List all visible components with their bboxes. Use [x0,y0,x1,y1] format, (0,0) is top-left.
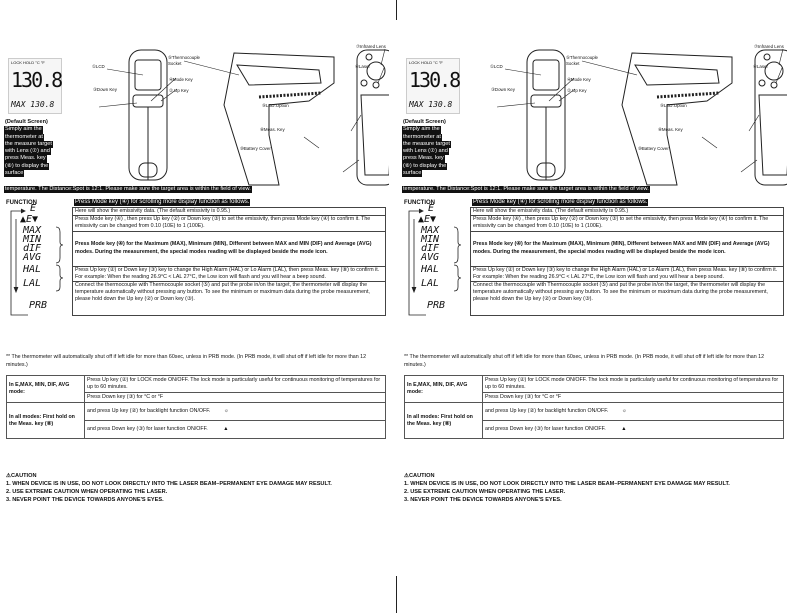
backlight-icon: ☼ [223,408,229,414]
table-row [405,376,784,393]
callout-meas-key: ⑧Meas. Key [658,127,683,132]
symbol-e: E [30,203,37,214]
description-line: with Lens (⑦) and [403,148,448,155]
caution-title: ⚠CAUTION [404,473,435,479]
all-modes-label: In all modes: First hold on the Meas. key (⑧) [7,403,85,439]
function-row-text: Press Mode key (④) for the Maximum (MAX), Minimum (MIN), Different between MAX and MIN (DIF) and Average (AVG) modes. During the measurement, the special modes reading will be displayed beside the mode icon. [73,231,386,266]
laser-warning-icon: ▲ [621,426,627,432]
function-row-text: Here will show the emissivity data. (The default emissivity is 0.95.) [471,208,784,216]
symbol-prb: PRB [29,300,48,311]
caution-item: 3. NEVER POINT THE DEVICE TOWARDS ANYONE'S EYES. [404,497,562,503]
table-row [73,266,386,281]
function-table [72,207,386,316]
symbol-hal: HAL [421,264,440,275]
caution-item: 2. USE EXTREME CAUTION WHEN OPERATING THE LASER. [6,489,168,495]
callout-mode-key: ④Mode Key [567,77,591,82]
callout-mode-key: ④Mode Key [169,77,193,82]
symbol-avg: AVG [421,252,440,263]
lcd-reading: 130.8 [409,68,460,92]
caution-section [6,472,388,504]
function-row-text: Press Up key (②) or Down key (③) key to change the High Alarm (HAL) or Lo Alarm (LAL), then press Meas. key (⑧) to confirm it. For example: When the reading 26.9°C < LAL 27°C, the Low icon will flash and you will hear a beep sound. [73,266,386,281]
all-modes-label: In all modes: First hold on the Meas. key (⑧) [405,403,483,439]
symbol-dif: dIF [421,243,440,254]
description-line: surface [5,170,24,177]
function-label: FUNCTION [404,200,435,206]
caution-title: ⚠CAUTION [6,473,37,479]
callout-laser: ⑥Laser [355,64,370,69]
unit-toggle-text: Press Down key (③) for °C or °F [85,393,386,403]
caution-item: 2. USE EXTREME CAUTION WHEN OPERATING THE LASER. [404,489,566,495]
function-header: Press Mode key (④) for scrolling more display function as follows. [473,199,648,205]
symbol-e-adjust: ▲E▼ [418,214,437,225]
callout-lcd: ①LCD [490,64,503,69]
symbol-prb: PRB [427,300,446,311]
description-last-line: temperature. The Distance:Spot is 12:1. Please make sure the target area is within the field of view. [403,186,649,192]
function-row-text: Here will show the emissivity data. (The default emissivity is 0.95.) [73,208,386,216]
description-line: thermometer at [5,133,43,140]
description-line: Simply aim the [5,126,42,133]
symbol-min: MIN [421,234,440,245]
default-screen-title: (Default Screen) [403,119,446,125]
caution-item: 1. WHEN DEVICE IS IN USE, DO NOT LOOK DIRECTLY INTO THE LASER BEAM–PERMANENT EYE DAMAGE MAY RESULT. [6,481,332,487]
thermometer-illustration [457,45,787,190]
function-row-text: Press Mode key (④) , then press Up key (②) or Down key (③) to set the emissivity, then press Mode key (④) to confirm it. The emissivity can be changed from 0.10 (10E) to 1 (100E). [73,216,386,231]
default-screen-title: (Default Screen) [5,119,48,125]
lock-mode-text: Press Up key (②) for LOCK mode ON/OFF. The lock mode is particularly useful for continuous monitoring of temperatures for up to 60 minutes. [483,376,784,393]
symbol-e-adjust: ▲E▼ [20,214,39,225]
symbol-avg: AVG [23,252,42,263]
description-line: press Meas. key [403,155,444,162]
symbol-hal: HAL [23,264,42,275]
description-line: the measure target [403,140,450,147]
callout-led: ⑨LED:Option [660,103,687,108]
table-row [73,231,386,266]
callout-infrared-lens: ⑦Infrared Lens [356,44,386,49]
table-row [73,282,386,316]
table-row [471,208,784,216]
description-line: thermometer at [403,133,441,140]
callout-meas-key: ⑧Meas. Key [260,127,285,132]
function-row-text: Connect the thermocouple with Thermocouple socket (⑤) and put the probe in/on the target, the thermometer will display the temperature automatically without pressing any button. To see the minimum or maximum data during the probe measurement, please hold down the Up key (②) or Down key (③). [471,282,784,316]
lcd-reading: 130.8 [11,68,62,92]
description-line: press Meas. key [5,155,46,162]
function-label: FUNCTION [6,200,37,206]
function-header: Press Mode key (④) for scrolling more display function as follows. [75,199,250,205]
table-row [471,282,784,316]
description-line: the measure target [5,140,52,147]
symbol-lal: LAL [421,278,440,289]
backlight-icon: ☼ [621,408,627,414]
description-line: (⑧) to display the [5,162,49,169]
backlight-text: and press Up key (②) for backlight function ON/OFF. [87,408,211,414]
callout-laser: ⑥Laser [753,64,768,69]
table-row [471,216,784,231]
description-line: with Lens (⑦) and [5,148,50,155]
callout-infrared-lens: ⑦Infrared Lens [754,44,784,49]
caution-item: 3. NEVER POINT THE DEVICE TOWARDS ANYONE'S EYES. [6,497,164,503]
lcd-icons: LOCK HOLD °C °F [409,60,443,65]
page-divider-top [396,0,397,20]
description-line: (⑧) to display the [403,162,447,169]
symbol-lal: LAL [23,278,42,289]
key-function-table [404,375,784,439]
callout-down-key: ③Down Key [93,87,117,92]
page-divider-bottom [396,576,397,613]
callout-lcd: ①LCD [92,64,105,69]
laser-text: and press Down key (③) for laser function ON/OFF. [87,426,208,432]
backlight-text: and press Up key (②) for backlight function ON/OFF. [485,408,609,414]
callout-up-key: ② Up Key [169,88,189,93]
default-screen-description [4,119,60,177]
caution-section [404,472,786,504]
laser-text: and press Down key (③) for laser function ON/OFF. [485,426,606,432]
lcd-display-illustration [8,58,62,114]
thermometer-illustration [59,45,389,190]
unit-toggle-text: Press Down key (③) for °C or °F [483,393,784,403]
table-row [73,216,386,231]
description-line: surface [403,170,422,177]
lock-mode-text: Press Up key (②) for LOCK mode ON/OFF. The lock mode is particularly useful for continuous monitoring of temperatures for up to 60 minutes. [85,376,386,393]
callout-thermocouple-socket: ⑤Thermocouple Socket [566,55,599,66]
symbol-max: MAX [421,225,440,236]
mode-group-label: In E,MAX, MIN, DIF, AVG mode: [405,376,483,403]
auto-off-note: ** The thermometer will automatically shut off if left idle for more than 60sec, unless in PRB mode. (In PRB mode, it will shut off if left idle for more than 12 minutes.) [404,354,765,368]
function-row-text: Press Mode key (④) for the Maximum (MAX), Minimum (MIN), Different between MAX and MIN (DIF) and Average (AVG) modes. During the measurement, the special modes reading will be displayed beside the mode icon. [471,231,784,266]
callout-battery-cover: ⑩Battery Cover [638,146,669,151]
table-row [471,266,784,281]
callout-battery-cover: ⑩Battery Cover [240,146,271,151]
key-function-table [6,375,386,439]
function-row-text: Press Mode key (④) , then press Up key (②) or Down key (③) to set the emissivity, then press Mode key (④) to confirm it. The emissivity can be changed from 0.10 (10E) to 1 (100E). [471,216,784,231]
manual-page-duplicate [402,0,786,613]
table-row [405,403,784,421]
symbol-e: E [428,203,435,214]
lcd-display-illustration [406,58,460,114]
callout-thermocouple-socket: ⑤Thermocouple Socket [168,55,201,66]
table-row [73,208,386,216]
function-row-text: Connect the thermocouple with Thermocouple socket (⑤) and put the probe in/on the target, the thermometer will display the temperature automatically without pressing any button. To see the minimum or maximum data during the probe measurement, please hold down the Up key (②) or Down key (③). [73,282,386,316]
lcd-icons: LOCK HOLD °C °F [11,60,45,65]
symbol-min: MIN [23,234,42,245]
symbol-dif: dIF [23,243,42,254]
auto-off-note: ** The thermometer will automatically shut off if left idle for more than 60sec, unless in PRB mode. (In PRB mode, it will shut off if left idle for more than 12 minutes.) [6,354,367,368]
function-row-text: Press Up key (②) or Down key (③) key to change the High Alarm (HAL) or Lo Alarm (LAL), then press Meas. key (⑧) to confirm it. For example: When the reading 26.9°C < LAL 27°C, the Low icon will flash and you will hear a beep sound. [471,266,784,281]
caution-item: 1. WHEN DEVICE IS IN USE, DO NOT LOOK DIRECTLY INTO THE LASER BEAM–PERMANENT EYE DAMAGE MAY RESULT. [404,481,730,487]
description-line: Simply aim the [403,126,440,133]
table-row [7,403,386,421]
callout-up-key: ② Up Key [567,88,587,93]
callout-led: ⑨LED:Option [262,103,289,108]
table-row [471,231,784,266]
callout-down-key: ③Down Key [491,87,515,92]
lcd-sub-reading: MAX 130.8 [11,100,55,109]
lcd-sub-reading: MAX 130.8 [409,100,453,109]
table-row [7,376,386,393]
mode-group-label: In E,MAX, MIN, DIF, AVG mode: [7,376,85,403]
description-last-line: temperature. The Distance:Spot is 12:1. Please make sure the target area is within the field of view. [5,186,251,192]
laser-warning-icon: ▲ [223,426,229,432]
manual-page [4,0,388,613]
function-table [470,207,784,316]
default-screen-description [402,119,458,177]
symbol-max: MAX [23,225,42,236]
